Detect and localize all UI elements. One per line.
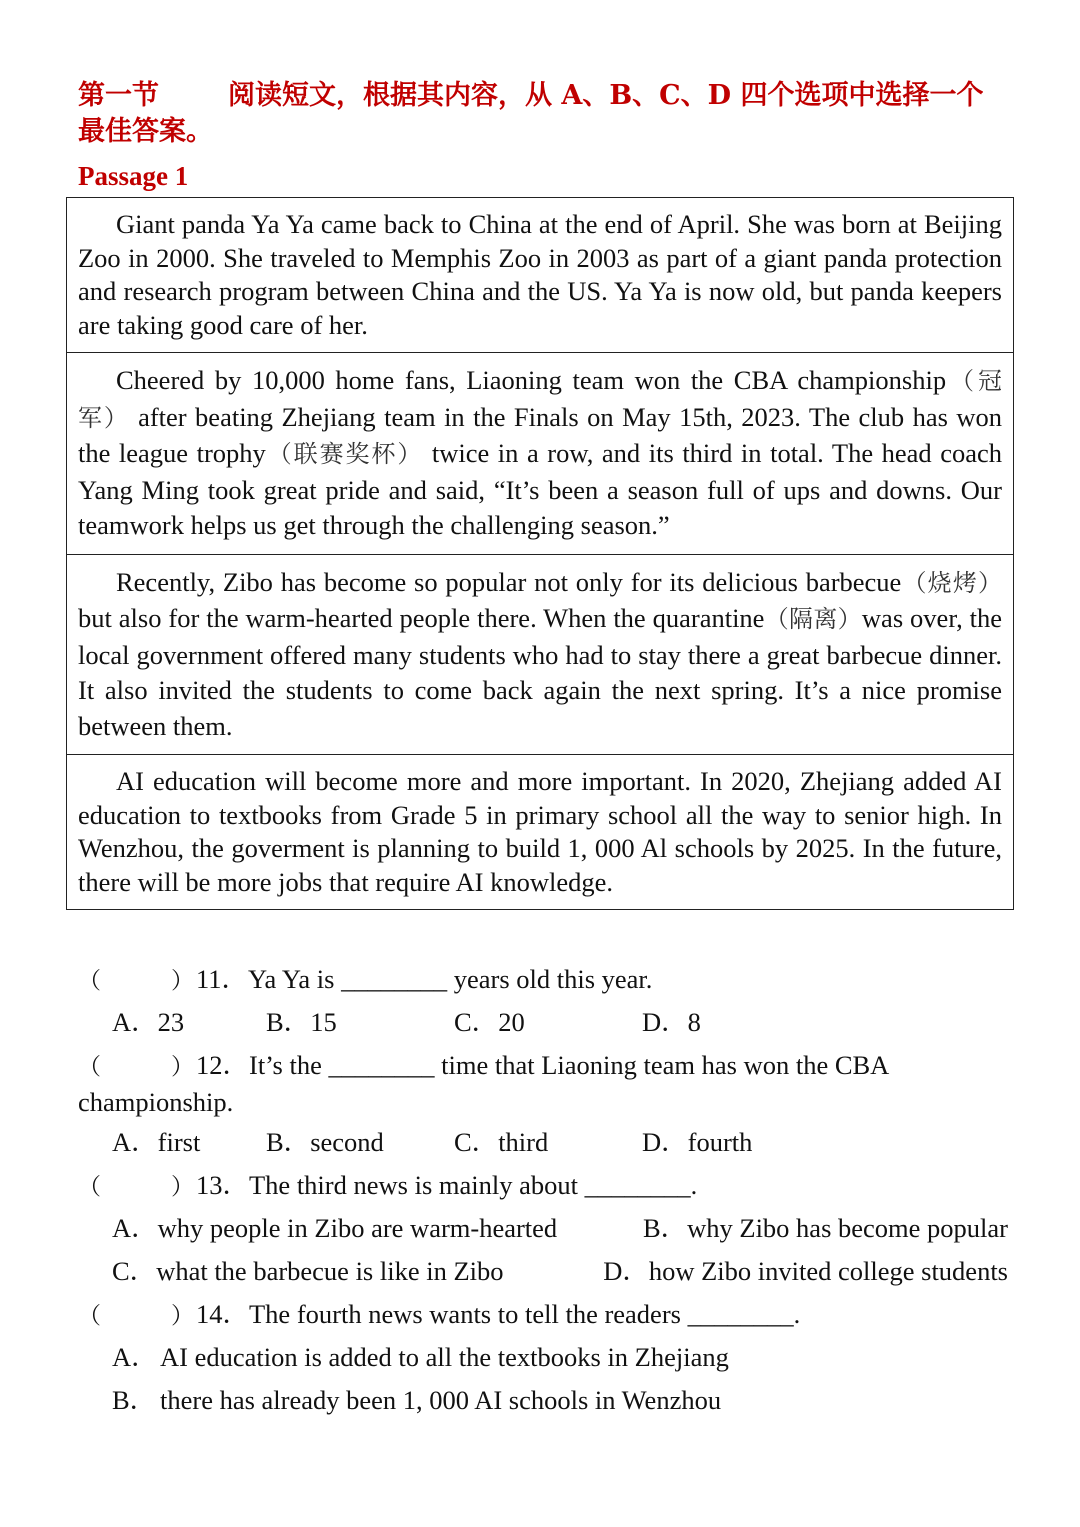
option-a[interactable]: A．AI education is added to all the textbooks in Zhejiang xyxy=(112,1342,729,1372)
passage-title: Passage 1 xyxy=(78,161,189,191)
answer-blank[interactable]: （ ） xyxy=(78,1174,194,1200)
question-14 xyxy=(78,1293,1008,1336)
option-b[interactable]: B．second xyxy=(266,1127,384,1157)
news-2-gloss-1: （冠军） xyxy=(78,367,1003,432)
option-d[interactable]: D．8 xyxy=(642,1007,701,1037)
question-list xyxy=(78,958,1008,1422)
news-2-text-2: after beating Zhejiang team in the Finals on May 15th, 2023. The club has won the league trophy xyxy=(78,401,1002,468)
question-number: 12． xyxy=(196,1050,249,1080)
question-stem: Ya Ya is ________ years old this year. xyxy=(248,964,653,994)
options-13-row-1 xyxy=(78,1207,1008,1250)
option-d[interactable]: D．how Zibo invited college students xyxy=(603,1256,1008,1286)
options-13-row-2 xyxy=(78,1250,1008,1293)
news-2-text-1: Cheered by 10,000 home fans, Liaoning team won the CBA championship xyxy=(116,365,947,395)
option-c[interactable]: C．third xyxy=(454,1127,549,1157)
news-2-gloss-2: （联赛奖杯） xyxy=(265,440,424,468)
option-b[interactable]: B． there has already been 1, 000 AI schools in Wenzhou xyxy=(112,1385,722,1415)
option-a[interactable]: A．first xyxy=(112,1127,201,1157)
answer-blank[interactable]: （ ） xyxy=(78,968,194,994)
option-a[interactable]: A．23 xyxy=(112,1007,185,1037)
question-stem: The third news is mainly about ________. xyxy=(249,1170,698,1200)
news-item-3 xyxy=(67,554,1013,755)
news-3-text-3: was over, the local government offered many students who had to stay there a great barbecue dinner. It also invited the students to come back again the next spring. It’s a nice promise between them. xyxy=(78,603,1002,741)
news-item-4: AI education will become more and more important. In 2020, Zhejiang added AI education to textbooks from Grade 5 in primary school all the way to senior high. In Wenzhou, the goverment is planning to build 1, 000 Al schools by 2025. In the future, there will be more jobs that require AI knowledge. xyxy=(67,754,1013,909)
news-3-gloss-2: （隔离） xyxy=(764,605,862,633)
question-number: 14． xyxy=(196,1299,249,1329)
question-stem: It’s the ________ time that Liaoning team has won the CBA xyxy=(249,1050,890,1080)
question-11 xyxy=(78,958,1008,1001)
option-a[interactable]: A．why people in Zibo are warm-hearted xyxy=(112,1213,558,1243)
option-b[interactable]: B．15 xyxy=(266,1007,337,1037)
section-label: 第一节 xyxy=(78,80,159,111)
news-item-1: Giant panda Ya Ya came back to China at the end of April. She was born at Beijing Zoo in 2000. She traveled to Memphis Zoo in 2003 as part of a giant panda protection and research program between China and the US. Ya Ya is now old, but panda keepers are taking good care of her. xyxy=(78,209,1002,340)
option-c[interactable]: C．what the barbecue is like in Zibo xyxy=(112,1256,504,1286)
answer-blank[interactable]: （ ） xyxy=(78,1303,194,1329)
option-d[interactable]: D．fourth xyxy=(642,1127,753,1157)
option-b[interactable]: B．why Zibo has become popular xyxy=(642,1213,1008,1243)
news-3-text-1: Recently, Zibo has become so popular not only for its delicious barbecue xyxy=(116,566,902,597)
news-item-2 xyxy=(67,352,1013,554)
option-c[interactable]: C．20 xyxy=(454,1007,525,1037)
options-11 xyxy=(78,1001,1008,1044)
question-13 xyxy=(78,1164,1008,1207)
section-instruction: 阅读短文，根据其内容，从 A、B、C、D 四个选项中选择一个最佳答案。 xyxy=(78,80,984,147)
question-12 xyxy=(78,1044,1008,1087)
options-12 xyxy=(78,1121,1008,1164)
section-heading xyxy=(78,78,1008,150)
news-table xyxy=(66,197,1014,910)
news-3-text-2: but also for the warm-hearted people there. When the quarantine xyxy=(78,603,765,633)
question-12-continued: championship. xyxy=(78,1087,234,1117)
answer-blank[interactable]: （ ） xyxy=(78,1054,194,1080)
question-number: 11． xyxy=(196,964,249,994)
question-number: 13． xyxy=(196,1170,249,1200)
question-stem: The fourth news wants to tell the readers ________. xyxy=(249,1299,801,1329)
news-3-gloss-1: （烧烤） xyxy=(901,568,1003,597)
news-2-text-3: twice in a row, and its third in total. The head coach Yang Ming took great pride and said, “It’s been a season full of ups and downs. Our teamwork helps us get through the challenging season.” xyxy=(78,438,1002,540)
